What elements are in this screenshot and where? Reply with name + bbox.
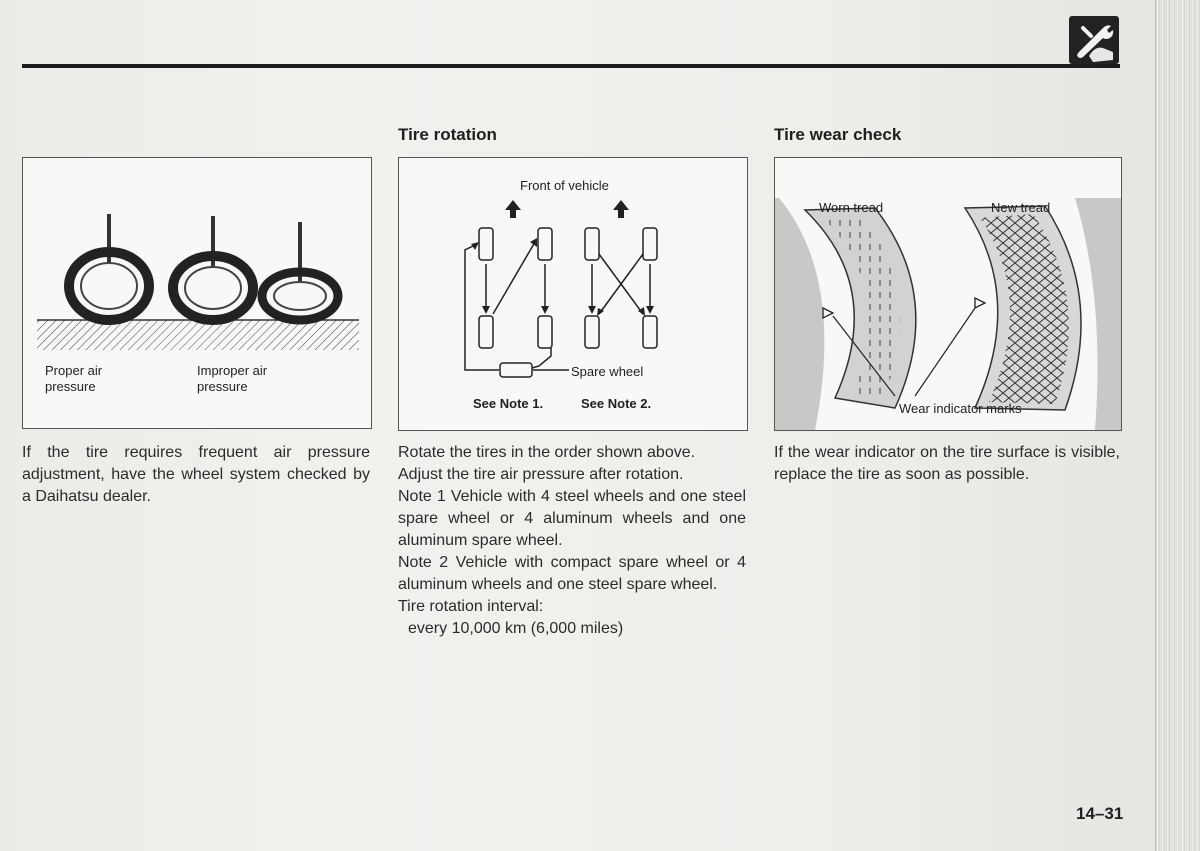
front-of-vehicle-label: Front of vehicle (520, 178, 609, 193)
spare-wheel-label: Spare wheel (571, 364, 644, 379)
tire-rotation-figure (398, 157, 748, 431)
tire-improper-1-icon (173, 216, 253, 320)
tire-proper-icon (69, 214, 149, 320)
improper-pressure-label: Improper air pressure (197, 363, 268, 394)
new-tread-label: New tread (991, 200, 1051, 215)
header-rule (22, 64, 1120, 68)
tire-pressure-figure (22, 157, 372, 429)
tire-improper-2-icon (262, 222, 338, 320)
rotation-note-1: Note 1 Vehicle with 4 steel wheels and one steel spare wheel or 4 aluminum wheels and one aluminum spare wheel. (398, 488, 746, 549)
rotation-paragraph-1: Rotate the tires in the order shown above. (398, 444, 696, 461)
wheel-rear-right-2 (643, 316, 657, 348)
worn-tread-label: Worn tread (819, 200, 884, 215)
rotation-paragraph-2: Adjust the tire air pressure after rotation. (398, 466, 684, 483)
wheel-spare (500, 363, 532, 377)
page-number: 14–31 (1076, 804, 1124, 823)
right-body-text (774, 442, 1120, 486)
wheel-rear-left-2 (585, 316, 599, 348)
see-note-2-label: See Note 2. (581, 396, 652, 411)
middle-body-text (398, 442, 746, 640)
wear-check-paragraph: If the wear indicator on the tire surface is visible, replace the tire as soon as possible. (774, 444, 1120, 483)
rotation-interval-value: every 10,000 km (6,000 miles) (408, 620, 624, 637)
tire-rotation-diagram (399, 158, 747, 430)
air-pressure-paragraph: If the tire requires frequent air pressure adjustment, have the wheel system checked by a Daihatsu dealer. (22, 444, 370, 505)
wear-indicator-label: Wear indicator marks (899, 401, 1022, 416)
wheel-front-right (538, 228, 552, 260)
rotation-note-2: Note 2 Vehicle with compact spare wheel or 4 aluminum wheels and one steel spare wheel. (398, 554, 746, 593)
rotation-interval-label: Tire rotation interval: (398, 598, 544, 615)
wheel-rear-left (479, 316, 493, 348)
wheel-front-left-2 (585, 228, 599, 260)
wheel-front-right-2 (643, 228, 657, 260)
tire-wear-figure (774, 157, 1122, 431)
left-body-text (22, 442, 370, 508)
tire-wear-illustration (775, 158, 1121, 430)
wheel-rear-right (538, 316, 552, 348)
wrench-hand-icon (1069, 16, 1119, 64)
tire-rotation-title: Tire rotation (398, 125, 497, 144)
proper-pressure-label: Proper air pressure (45, 363, 103, 394)
tire-wear-check-title: Tire wear check (774, 125, 902, 144)
page-stack-edge (1155, 0, 1200, 851)
see-note-1-label: See Note 1. (473, 396, 544, 411)
wheel-front-left (479, 228, 493, 260)
